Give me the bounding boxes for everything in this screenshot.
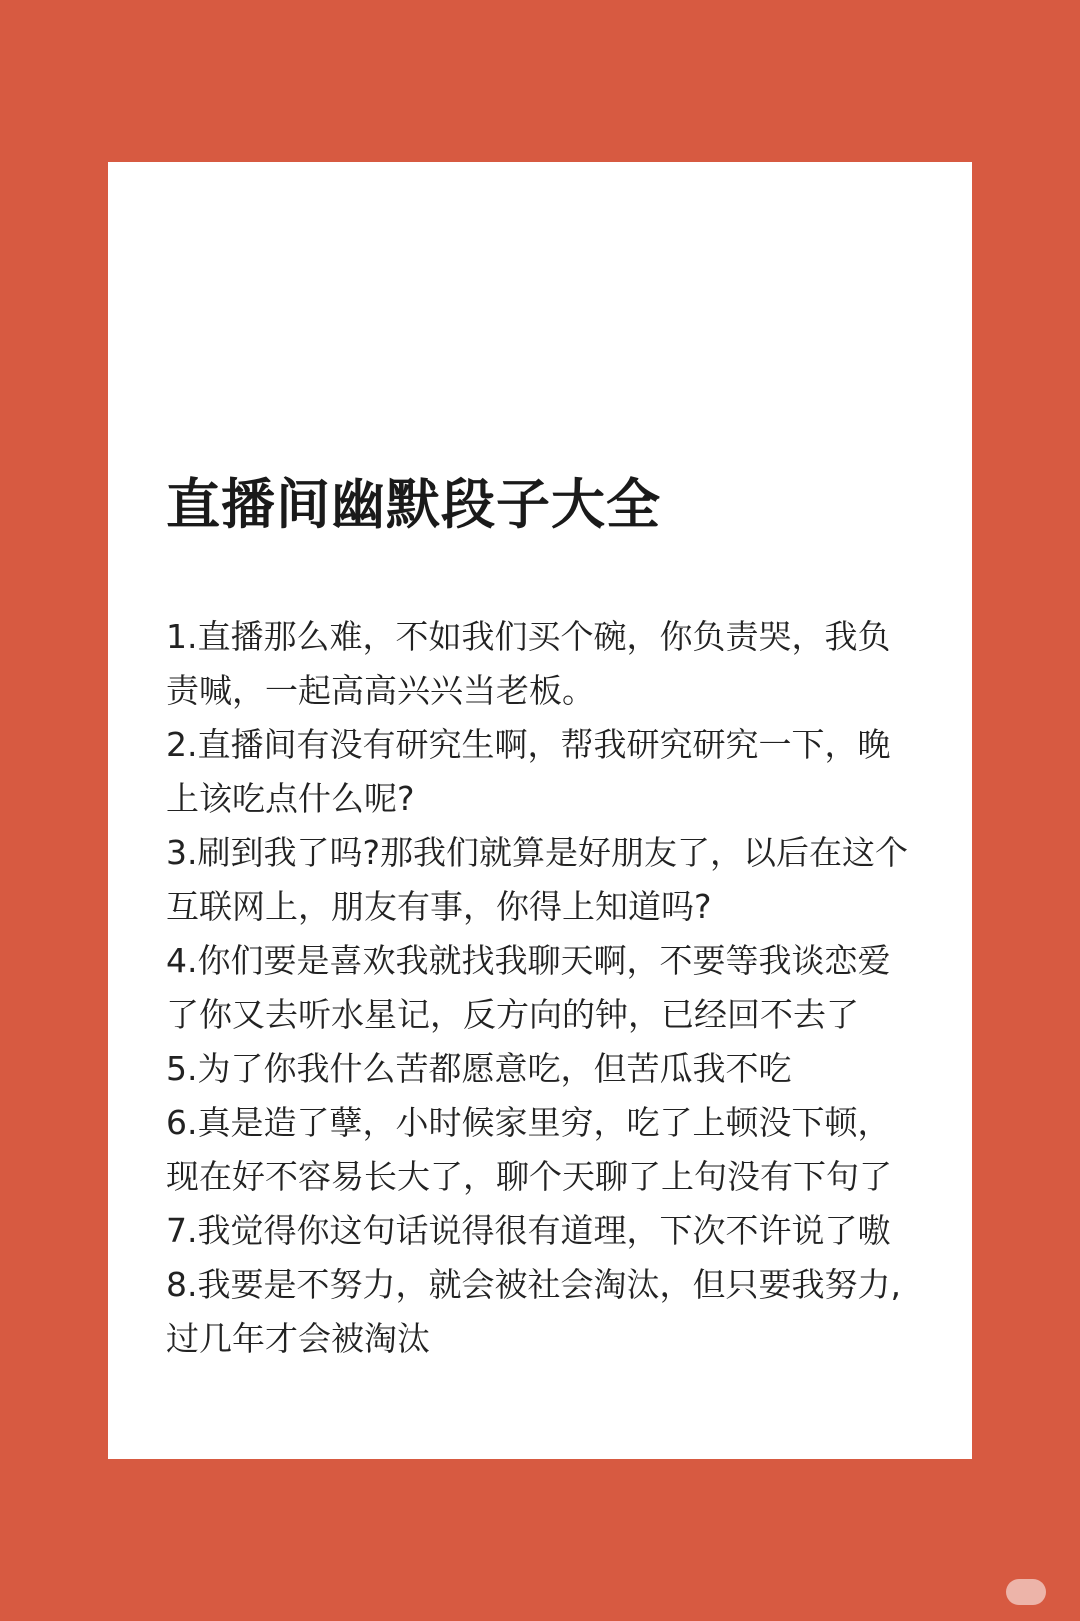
joke-item-2: 2.直播间有没有研究生啊，帮我研究研究一下，晚上该吃点什么呢? xyxy=(166,725,891,818)
joke-card xyxy=(108,162,972,1459)
joke-list xyxy=(166,610,918,1366)
joke-item-8: 8.我要是不努力，就会被社会淘汰，但只要我努力,过几年才会被淘汰 xyxy=(166,1265,901,1358)
joke-item-3: 3.刷到我了吗?那我们就算是好朋友了，以后在这个互联网上，朋友有事，你得上知道吗? xyxy=(166,833,909,926)
joke-item-4: 4.你们要是喜欢我就找我聊天啊，不要等我谈恋爱了你又去听水星记，反方向的钟，已经回不去了 xyxy=(166,941,891,1034)
page-title: 直播间幽默段子大全 xyxy=(166,473,661,536)
joke-item-7: 7.我觉得你这句话说得很有道理，下次不许说了嗷 xyxy=(166,1211,891,1250)
watermark-logo-icon xyxy=(1006,1579,1046,1605)
joke-item-5: 5.为了你我什么苦都愿意吃，但苦瓜我不吃 xyxy=(166,1049,792,1088)
joke-item-1: 1.直播那么难，不如我们买个碗，你负责哭，我负责喊，一起高高兴兴当老板。 xyxy=(166,617,891,710)
joke-item-6: 6.真是造了孽，小时候家里穷，吃了上顿没下顿，现在好不容易长大了，聊个天聊了上句没有下句了 xyxy=(166,1103,892,1196)
